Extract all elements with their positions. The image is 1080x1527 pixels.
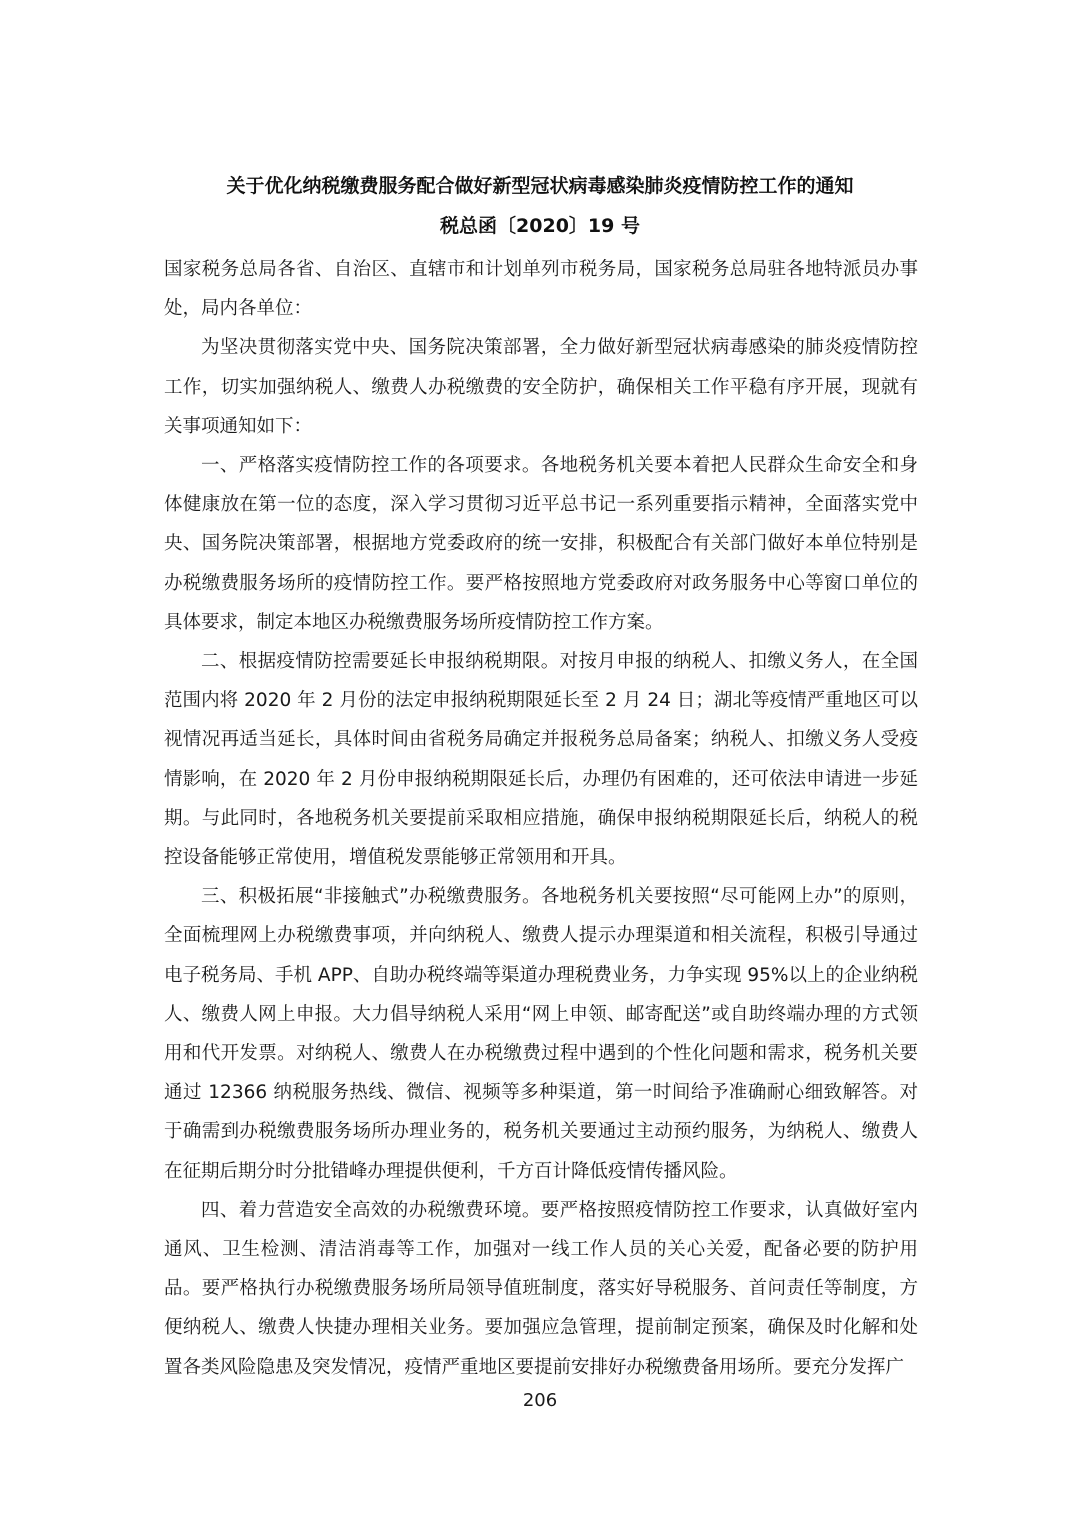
section-four-paragraph: 四、着力营造安全高效的办税缴费环境。要严格按照疫情防控工作要求，认真做好室内通风、卫生检测、清洁消毒等工作，加强对一线工作人员的关心关爱，配备必要的防护用品。要严格执行办税缴费服务场所局领导值班制度，落实好导税服务、首问责任等制度，方便纳税人、缴费人快捷办理相关业务。要加强应急管理，提前制定预案，确保及时化解和处置各类风险隐患及突发情况，疫情严重地区要提前安排好办税缴费备用场所。要充分发挥广 <box>164 1199 918 1378</box>
page-number: 206 <box>522 1390 558 1411</box>
section-one-paragraph: 一、严格落实疫情防控工作的各项要求。各地税务机关要本着把人民群众生命安全和身体健康放在第一位的态度，深入学习贯彻习近平总书记一系列重要指示精神，全面落实党中央、国务院决策部署，根据地方党委政府的统一安排，积极配合有关部门做好本单位特别是办税缴费服务场所的疫情防控工作。要严格按照地方党委政府对政务服务中心等窗口单位的具体要求，制定本地区办税缴费服务场所疫情防控工作方案。 <box>164 455 918 633</box>
document-number: 税总函〔2020〕19 号 <box>440 215 640 237</box>
addressee-paragraph: 国家税务总局各省、自治区、直辖市和计划单列市税务局，国家税务总局驻各地特派员办事处，局内各单位： <box>164 259 918 320</box>
section-two-paragraph: 二、根据疫情防控需要延长申报纳税期限。对按月申报的纳税人、扣缴义务人，在全国范围内将 2020 年 2 月份的法定申报纳税期限延长至 2 月 24 日；湖北等疫情严重地区可以视情况再适当延长，具体时间由省税务局确定并报税务总局备案；纳税人、扣缴义务人受疫情影响，在 2020 年 2 月份申报纳税期限延长后，办理仍有困难的，还可依法申请进一步延期。与此同时，各地税务机关要提前采取相应措施，确保申报纳税期限延长后，纳税人的税控设备能够正常使用，增值税发票能够正常领用和开具。 <box>164 651 918 869</box>
section-three-paragraph: 三、积极拓展“非接触式”办税缴费服务。各地税务机关要按照“尽可能网上办”的原则，全面梳理网上办税缴费事项，并向纳税人、缴费人提示办理渠道和相关流程，积极引导通过电子税务局、手机 APP、自助办税终端等渠道办理税费业务，力争实现 95%以上的企业纳税人、缴费人网上申报。大力倡导纳税人采用“网上申领、邮寄配送”或自助终端办理的方式领用和代开发票。对纳税人、缴费人在办税缴费过程中遇到的个性化问题和需求，税务机关要通过 12366 纳税服务热线、微信、视频等多种渠道，第一时间给予准确耐心细致解答。对于确需到办税缴费服务场所办理业务的，税务机关要通过主动预约服务，为纳税人、缴费人在征期后期分时分批错峰办理提供便利，千方百计降低疫情传播风险。 <box>164 886 918 1182</box>
document-body <box>164 250 918 1387</box>
intro-paragraph: 为坚决贯彻落实党中央、国务院决策部署，全力做好新型冠状病毒感染的肺炎疫情防控工作，切实加强纳税人、缴费人办税缴费的安全防护，确保相关工作平稳有序开展，现就有关事项通知如下： <box>164 337 918 437</box>
document-title: 关于优化纳税缴费服务配合做好新型冠状病毒感染肺炎疫情防控工作的通知 <box>226 175 854 197</box>
